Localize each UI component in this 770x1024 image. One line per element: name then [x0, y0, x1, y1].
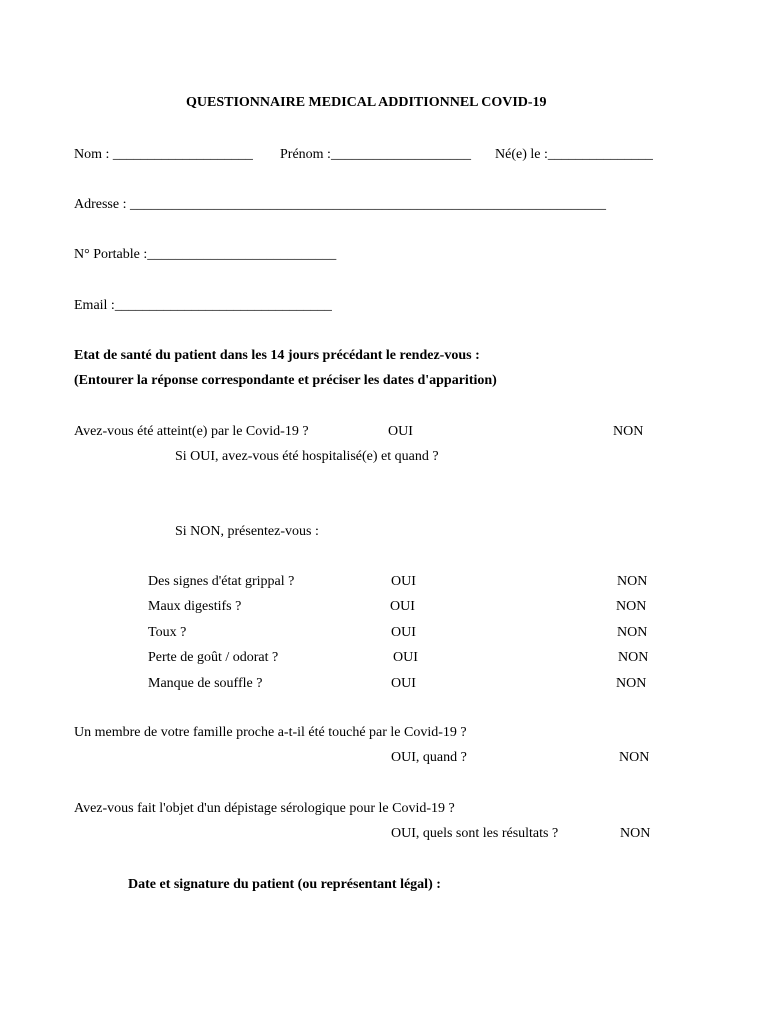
q1-si-oui: Si OUI, avez-vous été hospitalisé(e) et quand ? — [175, 449, 439, 464]
symptom-oui-option[interactable]: OUI — [390, 599, 415, 614]
symptom-label: Toux ? — [148, 625, 187, 640]
q2-question: Un membre de votre famille proche a-t-il été touché par le Covid-19 ? — [74, 725, 467, 740]
birthdate-field[interactable]: Né(e) le :_______________ — [495, 147, 653, 162]
signature-label: Date et signature du patient (ou représentant légal) : — [128, 877, 441, 892]
q1-oui-option[interactable]: OUI — [388, 424, 413, 439]
q1-question: Avez-vous été atteint(e) par le Covid-19 ? — [74, 424, 309, 439]
symptom-non-option[interactable]: NON — [616, 599, 647, 614]
prenom-field[interactable]: Prénom :____________________ — [280, 147, 471, 162]
q1-non-option[interactable]: NON — [613, 424, 644, 439]
symptom-non-option[interactable]: NON — [617, 625, 648, 640]
symptom-non-option[interactable]: NON — [617, 574, 648, 589]
q2-non-option[interactable]: NON — [619, 750, 650, 765]
symptom-label: Perte de goût / odorat ? — [148, 650, 279, 665]
q1-si-non: Si NON, présentez-vous : — [175, 524, 319, 539]
nom-field[interactable]: Nom : ____________________ — [74, 147, 253, 162]
symptom-non-option[interactable]: NON — [616, 676, 647, 691]
symptom-oui-option[interactable]: OUI — [391, 574, 416, 589]
symptom-oui-option[interactable]: OUI — [391, 676, 416, 691]
section-instruction: (Entourer la réponse correspondante et préciser les dates d'apparition) — [74, 373, 497, 388]
symptom-label: Manque de souffle ? — [148, 676, 263, 691]
email-field[interactable]: Email :_______________________________ — [74, 298, 332, 313]
symptom-label: Maux digestifs ? — [148, 599, 242, 614]
symptom-oui-option[interactable]: OUI — [393, 650, 418, 665]
symptom-oui-option[interactable]: OUI — [391, 625, 416, 640]
q3-non-option[interactable]: NON — [620, 826, 651, 841]
section-heading: Etat de santé du patient dans les 14 jours précédant le rendez-vous : — [74, 348, 480, 363]
symptom-non-option[interactable]: NON — [618, 650, 649, 665]
symptom-label: Des signes d'état grippal ? — [148, 574, 295, 589]
q2-oui-option[interactable]: OUI, quand ? — [391, 750, 467, 765]
address-field[interactable]: Adresse : ____________________________________________________________________ — [74, 197, 606, 212]
phone-field[interactable]: N° Portable :___________________________ — [74, 247, 337, 262]
form-title: QUESTIONNAIRE MEDICAL ADDITIONNEL COVID-19 — [186, 95, 547, 110]
q3-question: Avez-vous fait l'objet d'un dépistage sérologique pour le Covid-19 ? — [74, 801, 455, 816]
q3-oui-option[interactable]: OUI, quels sont les résultats ? — [391, 826, 559, 841]
